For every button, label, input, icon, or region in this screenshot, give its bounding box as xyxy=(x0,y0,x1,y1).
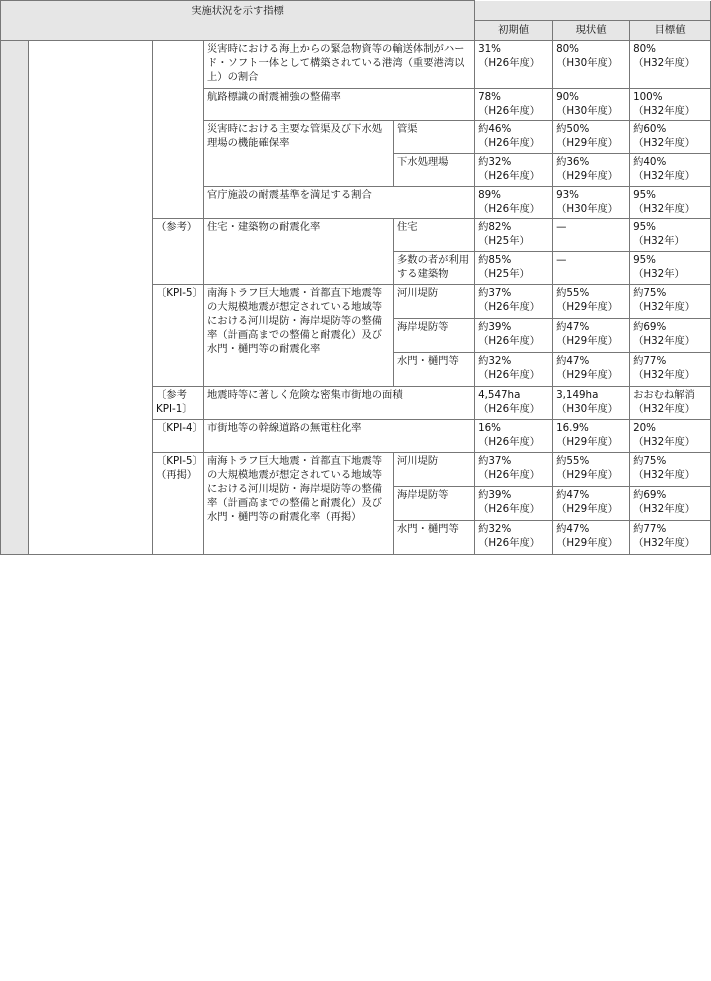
header-title: 実施状況を示す指標 xyxy=(1,1,475,41)
indicator-text: 地震時等に著しく危険な密集市街地の面積 xyxy=(204,387,475,420)
target-value: 約40% （H32年度） xyxy=(630,154,711,187)
initial-value: 約37% （H26年度） xyxy=(475,453,553,487)
current-value: 80% （H30年度） xyxy=(553,41,630,89)
current-value: 約55% （H29年度） xyxy=(553,453,630,487)
current-value: — xyxy=(553,219,630,252)
initial-value: 約32% （H26年度） xyxy=(475,521,553,555)
indicator-text: 災害時における主要な管渠及び下水処理場の機能確保率 xyxy=(204,121,394,187)
kpi-cell xyxy=(153,41,204,219)
initial-value: 約32% （H26年度） xyxy=(475,154,553,187)
target-value: 約75% （H32年度） xyxy=(630,453,711,487)
indicator-text: 住宅・建築物の耐震化率 xyxy=(204,219,394,285)
current-value: 約55% （H29年度） xyxy=(553,285,630,319)
sub-item: 住宅 xyxy=(394,219,475,252)
initial-value: 4,547ha （H26年度） xyxy=(475,387,553,420)
kpi-cell: 〔KPI-4〕 xyxy=(153,420,204,453)
target-value: 約69% （H32年度） xyxy=(630,319,711,353)
initial-value: 約37% （H26年度） xyxy=(475,285,553,319)
target-value: 約69% （H32年度） xyxy=(630,487,711,521)
current-value: 16.9% （H29年度） xyxy=(553,420,630,453)
indicator-text: 南海トラフ巨大地震・首都直下地震等の大規模地震が想定されている地域等における河川堤防・海岸堤防等の整備率（計画高までの整備と耐震化）及び水門・樋門等の耐震化率 xyxy=(204,285,394,387)
initial-value: 31% （H26年度） xyxy=(475,41,553,89)
target-value: 95% （H32年） xyxy=(630,219,711,252)
target-value: 95% （H32年） xyxy=(630,252,711,285)
initial-value: 89% （H26年度） xyxy=(475,187,553,219)
target-value: 約77% （H32年度） xyxy=(630,521,711,555)
sub-item: 水門・樋門等 xyxy=(394,521,475,555)
indicator-text: 航路標識の耐震補強の整備率 xyxy=(204,89,475,121)
current-value: — xyxy=(553,252,630,285)
section-indent xyxy=(1,41,29,555)
current-value: 93% （H30年度） xyxy=(553,187,630,219)
target-value: 約75% （H32年度） xyxy=(630,285,711,319)
sub-item: 海岸堤防等 xyxy=(394,319,475,353)
sub-item: 管渠 xyxy=(394,121,475,154)
current-value: 約47% （H29年度） xyxy=(553,521,630,555)
initial-value: 16% （H26年度） xyxy=(475,420,553,453)
kpi-cell: （参考） xyxy=(153,219,204,285)
indicator-text: 南海トラフ巨大地震・首都直下地震等の大規模地震が想定されている地域等における河川堤防・海岸堤防等の整備率（計画高までの整備と耐震化）及び水門・樋門等の耐震化率（再掲） xyxy=(204,453,394,555)
current-value: 3,149ha （H30年度） xyxy=(553,387,630,420)
initial-value: 約85% （H25年） xyxy=(475,252,553,285)
kpi-cell: 〔KPI-5〕（再掲） xyxy=(153,453,204,555)
target-value: 約60% （H32年度） xyxy=(630,121,711,154)
indicator-text: 災害時における海上からの緊急物資等の輸送体制がハード・ソフト一体として構築されている港湾（重要港湾以上）の割合 xyxy=(204,41,475,89)
col-current: 現状値 xyxy=(553,21,630,41)
col-initial: 初期値 xyxy=(475,21,553,41)
target-value: 20% （H32年度） xyxy=(630,420,711,453)
initial-value: 78% （H26年度） xyxy=(475,89,553,121)
sub-item: 河川堤防 xyxy=(394,285,475,319)
table-row xyxy=(1,41,711,89)
target-value: 95% （H32年度） xyxy=(630,187,711,219)
current-value: 約50% （H29年度） xyxy=(553,121,630,154)
sub-item: 多数の者が利用する建築物 xyxy=(394,252,475,285)
initial-value: 約39% （H26年度） xyxy=(475,319,553,353)
category-cell xyxy=(29,41,153,555)
target-value: おおむね解消 （H32年度） xyxy=(630,387,711,420)
initial-value: 約32% （H26年度） xyxy=(475,353,553,387)
initial-value: 約46% （H26年度） xyxy=(475,121,553,154)
current-value: 約36% （H29年度） xyxy=(553,154,630,187)
current-value: 90% （H30年度） xyxy=(553,89,630,121)
col-target: 目標値 xyxy=(630,21,711,41)
initial-value: 約82% （H25年） xyxy=(475,219,553,252)
kpi-cell: 〔KPI-5〕 xyxy=(153,285,204,387)
indicator-text: 市街地等の幹線道路の無電柱化率 xyxy=(204,420,475,453)
target-value: 約77% （H32年度） xyxy=(630,353,711,387)
initial-value: 約39% （H26年度） xyxy=(475,487,553,521)
target-value: 80% （H32年度） xyxy=(630,41,711,89)
current-value: 約47% （H29年度） xyxy=(553,487,630,521)
sub-item: 水門・樋門等 xyxy=(394,353,475,387)
current-value: 約47% （H29年度） xyxy=(553,319,630,353)
sub-item: 下水処理場 xyxy=(394,154,475,187)
sub-item: 海岸堤防等 xyxy=(394,487,475,521)
kpi-cell: 〔参考KPI-1〕 xyxy=(153,387,204,420)
current-value: 約47% （H29年度） xyxy=(553,353,630,387)
sub-item: 河川堤防 xyxy=(394,453,475,487)
indicator-text: 官庁施設の耐震基準を満足する割合 xyxy=(204,187,475,219)
target-value: 100% （H32年度） xyxy=(630,89,711,121)
